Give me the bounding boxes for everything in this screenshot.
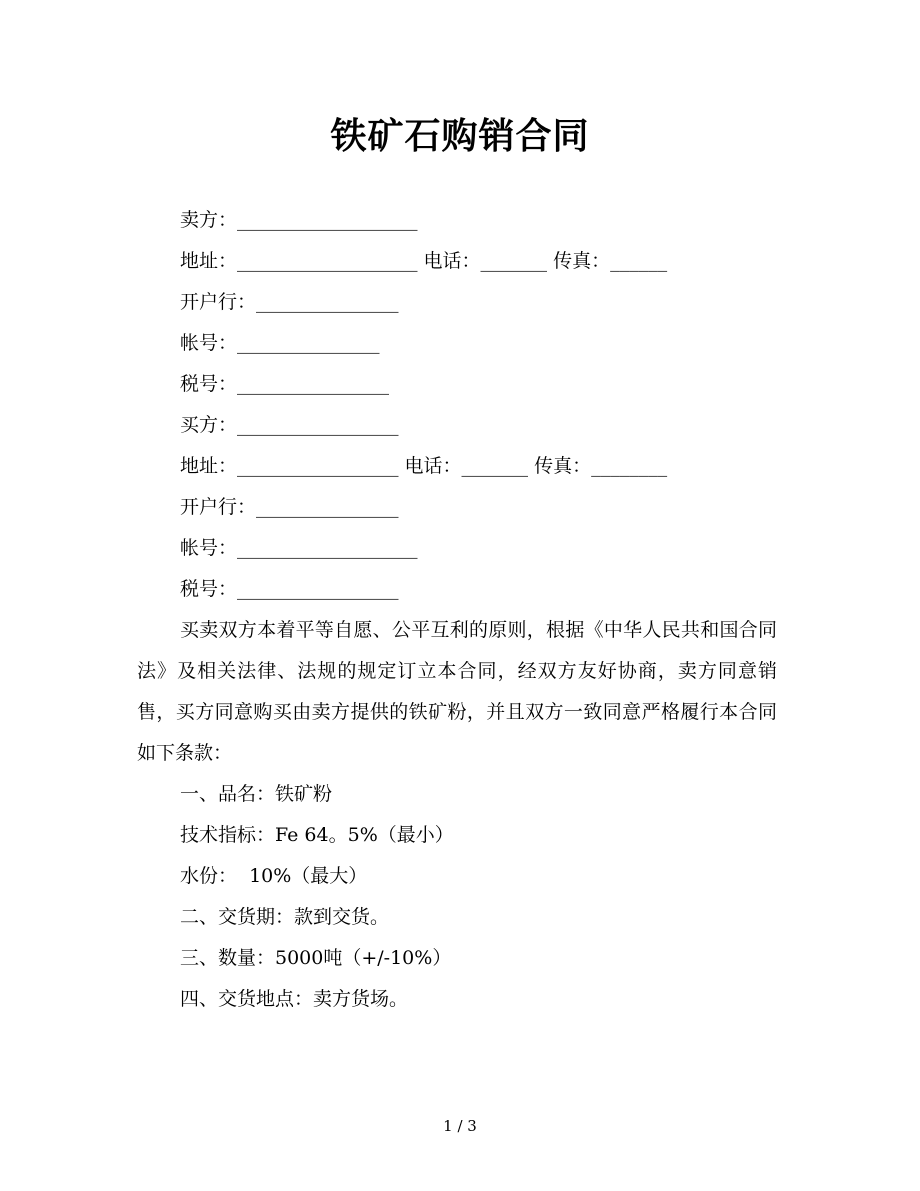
seller-address-line: 地址：___________________ 电话：_______ 传真：______ — [180, 250, 668, 272]
seller-bank-line: 开户行：_______________ — [180, 291, 399, 313]
buyer-account-line: 帐号：___________________ — [180, 537, 418, 559]
clause-quantity: 三、数量：5000吨（+/-10%） — [180, 947, 452, 969]
page-number: 1 / 3 — [443, 1117, 477, 1135]
buyer-tax-line: 税号：_________________ — [180, 578, 399, 600]
clause-delivery-place: 四、交货地点：卖方货场。 — [180, 988, 409, 1010]
buyer-address-line: 地址：_________________ 电话：_______ 传真：________ — [180, 455, 668, 477]
clause-spec: 技术指标：Fe 64。5%（最小） — [180, 824, 454, 846]
page-title: 铁矿石购销合同 — [330, 115, 590, 157]
clause-product: 一、品名：铁矿粉 — [180, 783, 333, 805]
seller-tax-line: 税号：________________ — [180, 373, 390, 395]
seller-account-line: 帐号：_______________ — [180, 332, 380, 354]
clause-moisture: 水份： 10%（最大） — [180, 865, 368, 887]
buyer-party-line: 买方：_________________ — [180, 414, 399, 436]
buyer-bank-line: 开户行：_______________ — [180, 496, 399, 518]
seller-party-line: 卖方：___________________ — [180, 209, 418, 231]
preamble-paragraph: 买卖双方本着平等自愿、公平互利的原则，根据《中华人民共和国合同法》及相关法律、法规的规定订立本合同，经双方友好协商，卖方同意销售，买方同意购买由卖方提供的铁矿粉，并且双方一致同意严格履行本合同如下条款： — [137, 619, 777, 764]
clause-delivery-period: 二、交货期：款到交货。 — [180, 906, 390, 928]
